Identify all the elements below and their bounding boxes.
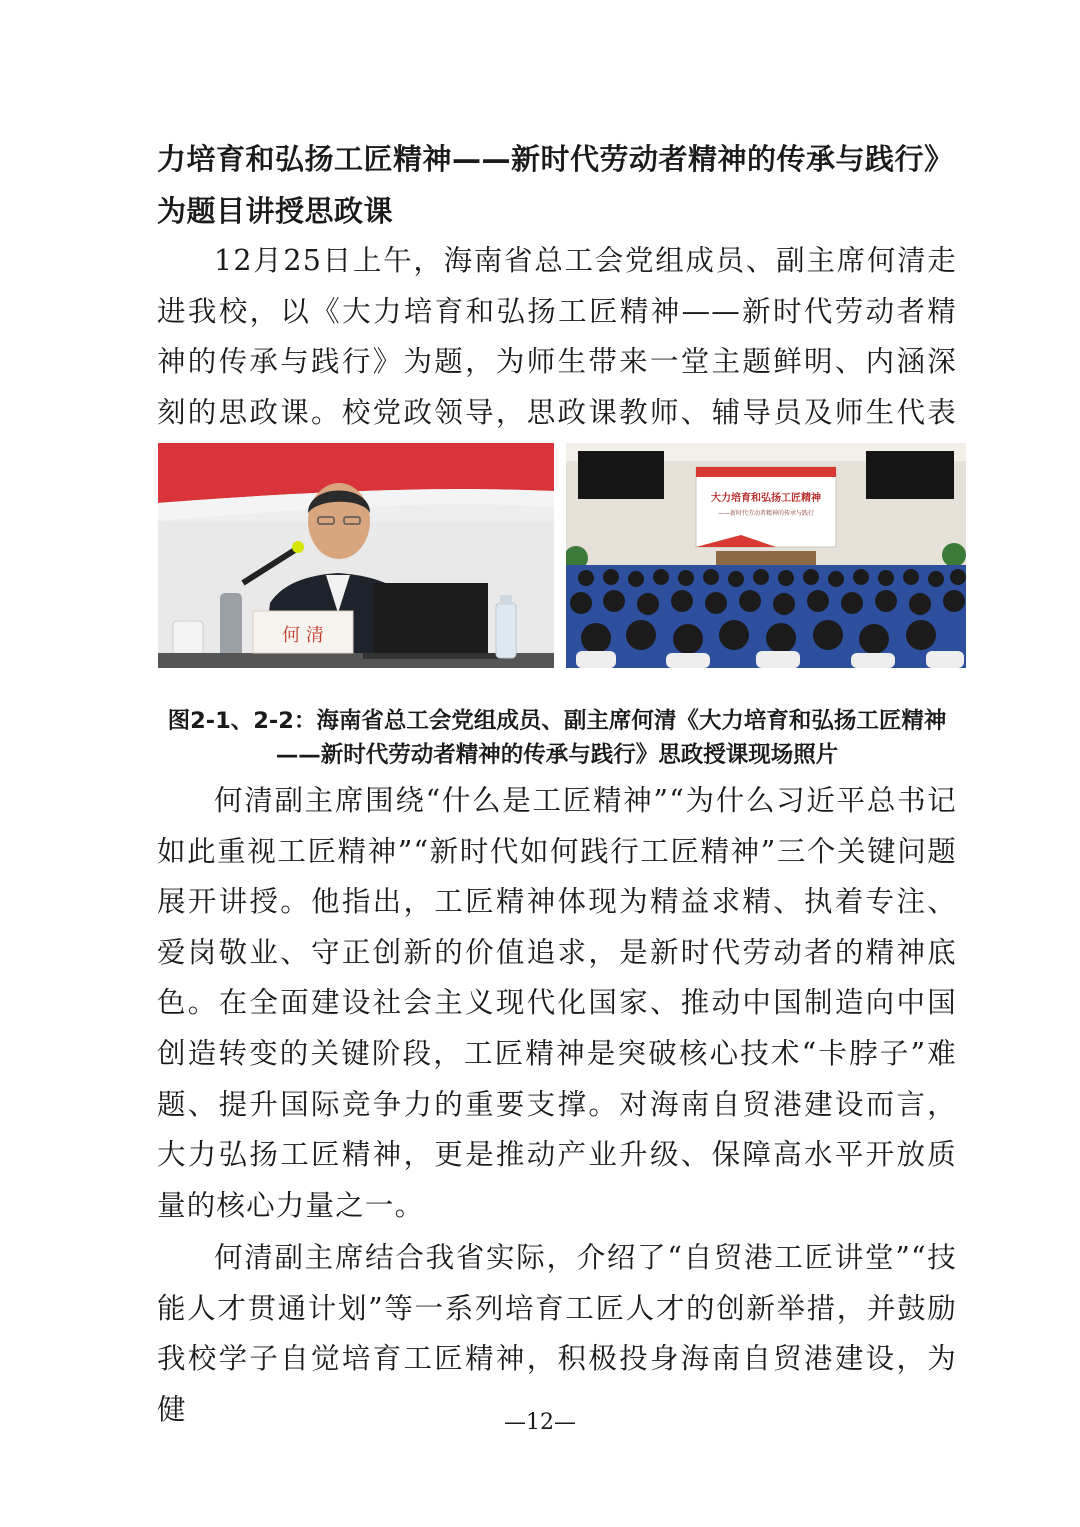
screen-subtitle: ——新时代劳动者精神的传承与践行 — [717, 510, 815, 517]
photo-row — [158, 443, 966, 668]
speaker-photo — [158, 443, 554, 668]
audience-rows — [566, 565, 966, 668]
page-number: —12— — [504, 1410, 576, 1435]
screen-title: 大力培育和弘扬工匠精神 — [711, 493, 821, 504]
lecture-hall-photo — [566, 443, 966, 668]
paragraph-body: 何清副主席围绕“什么是工匠精神”“为什么习近平总书记如此重视工匠精神”“新时代如何践行工匠精神”三个关键问题展开讲授。他指出，工匠精神体现为精益求精、执着专注、爱岗敬业、守正创新的价值追求，是新时代劳动者的精神底色。在全面建设社会主义现代化国家、推动中国制造向中国创造转变的关键阶段，工匠精神是突破核心技术“卡脖子”难题、提升国际竞争力的重要支撑。对海南自贸港建设而言，大力弘扬工匠精神，更是推动产业升级、保障高水平开放质量的核心力量之一。 — [157, 784, 957, 1222]
paragraph-intro: 12月25日上午，海南省总工会党组成员、副主席何清走进我校，以《大力培育和弘扬工匠精神——新时代劳动者精神的传承与践行》为题，为师生带来一堂主题鲜明、内涵深刻的思政课。校党政领导，思政课教师、辅导员及师生代表 — [157, 244, 957, 429]
nameplate-text: 何 清 — [282, 625, 324, 646]
section-heading: 力培育和弘扬工匠精神——新时代劳动者精神的传承与践行》为题目讲授思政课 — [157, 142, 954, 228]
paragraph-measures: 何清副主席结合我省实际，介绍了“自贸港工匠讲堂”“技能人才贯通计划”等一系列培育工匠人才的创新举措，并鼓励我校学子自觉培育工匠精神，积极投身海南自贸港建设，为健 — [157, 1241, 957, 1426]
figure-caption: 图2-1、2-2：海南省总工会党组成员、副主席何清《大力培育和弘扬工匠精神——新时代劳动者精神的传承与践行》思政授课现场照片 — [167, 708, 947, 768]
